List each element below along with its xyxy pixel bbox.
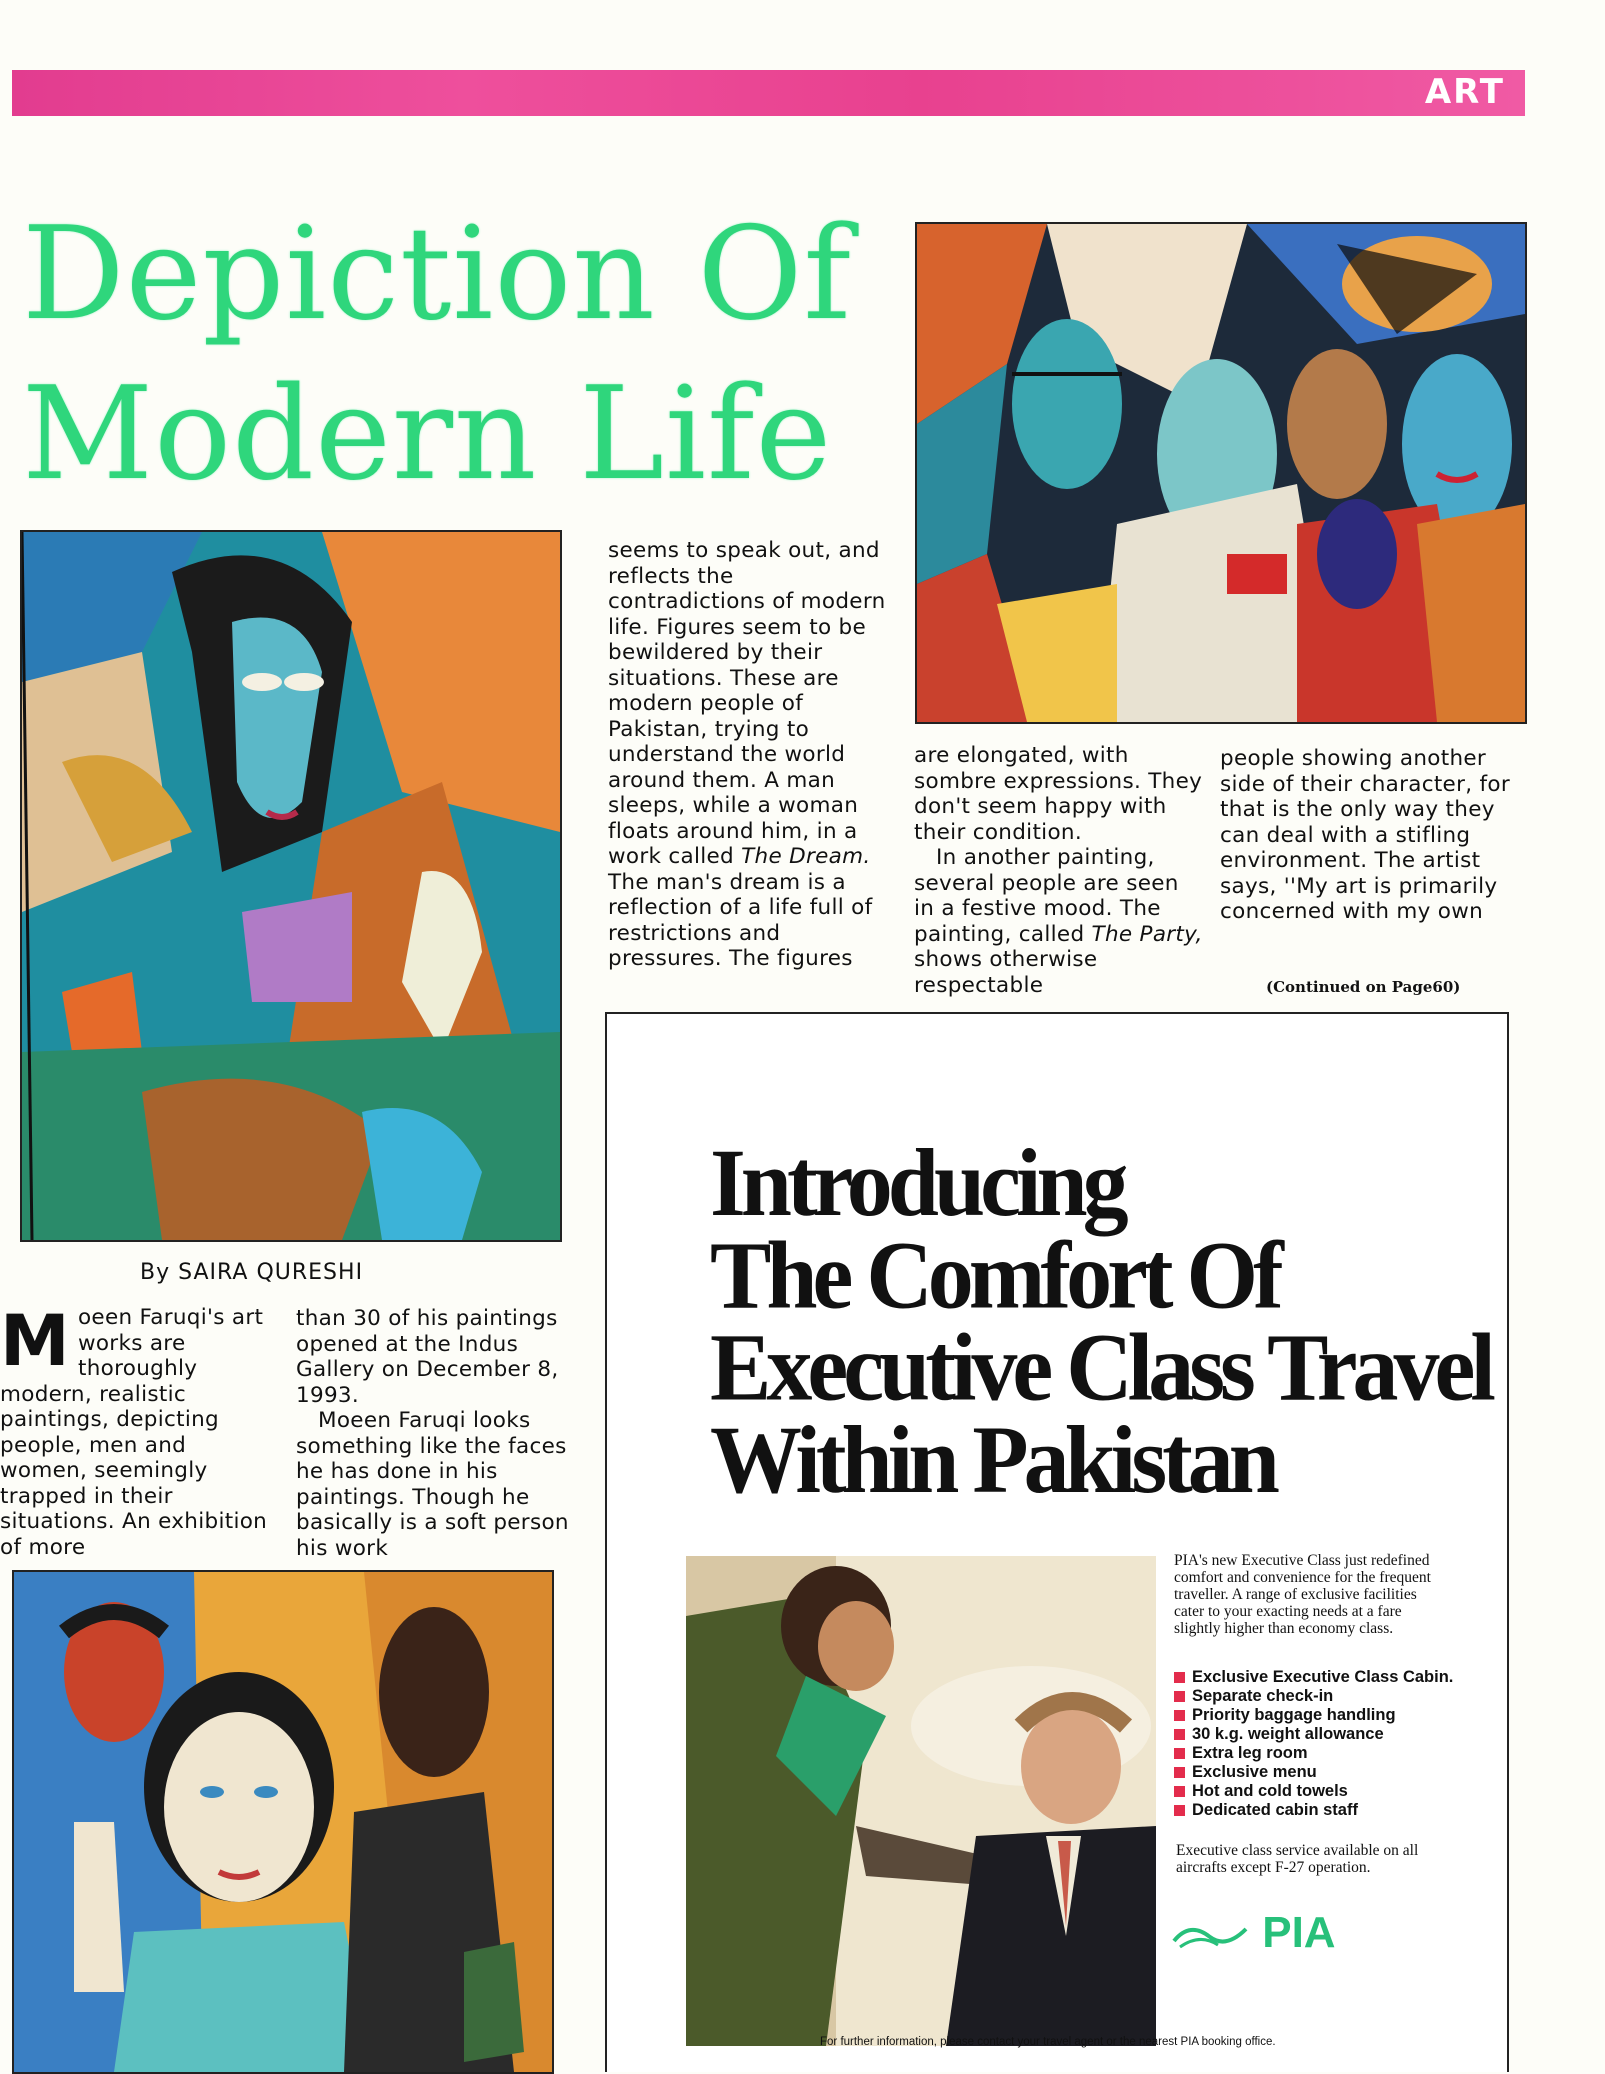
byline: By SAIRA QURESHI <box>140 1260 364 1285</box>
ad-headline <box>710 1128 1491 1514</box>
ad-feature-item: Dedicated cabin staff <box>1174 1801 1464 1820</box>
headline-line-2: Modern Life <box>22 360 833 509</box>
painting-title-the-dream: The Dream. <box>741 844 871 869</box>
ad-headline-line: Introducing <box>710 1128 1124 1236</box>
ad-feature-item: Extra leg room <box>1174 1744 1464 1763</box>
section-label: ART <box>1424 72 1505 112</box>
ad-feature-item: Exclusive menu <box>1174 1763 1464 1782</box>
ad-feature-item: 30 k.g. weight allowance <box>1174 1725 1464 1744</box>
article-column-5 <box>1220 746 1510 925</box>
article-paragraph: are elongated, with sombre expressions. They don't seem happy with their condition. <box>914 743 1203 845</box>
ad-headline-line: Within Pakistan <box>710 1406 1275 1514</box>
article-paragraph: people showing another side of their character, for that is the only way they can deal with a stifling environment. The artist says, ''My art is primarily concerned with my own <box>1220 746 1510 924</box>
painting-group-portrait <box>12 1570 554 2074</box>
pia-emblem-icon <box>1170 1915 1250 1955</box>
article-text: In another painting, several people are seen in a festive mood. The painting, called <box>914 845 1179 947</box>
article-paragraph <box>0 1300 272 1560</box>
article-column-3 <box>608 538 893 972</box>
headline-line-1: Depiction Of <box>22 200 852 349</box>
article-paragraph <box>914 845 1204 998</box>
article-text: The man's dream is a reflection of a life full of restrictions and pressures. The figures <box>608 869 873 971</box>
article-paragraph <box>608 538 893 972</box>
continued-note: (Continued on Page60) <box>1266 978 1461 996</box>
article-column-1 <box>0 1300 272 1560</box>
ad-headline-line: The Comfort Of <box>710 1221 1279 1329</box>
ad-intro-text: PIA's new Executive Class just redefined comfort and convenience for the frequent traveller. A range of exclusive facilities cater to your exacting needs at a fare slightly higher than economy class. <box>1174 1552 1431 1637</box>
ad-headline-line: Executive Class Travel <box>710 1313 1491 1421</box>
article-text: seems to speak out, and reflects the contradictions of modern life. Figures seem to be bewildered by their situations. These are modern people of Pakistan, trying to understand the world around them. A man sleeps, while a woman floats around him, in a work called <box>608 538 886 869</box>
ad-feature-item: Hot and cold towels <box>1174 1782 1464 1801</box>
painting-title-the-party: The Party, <box>1091 921 1203 947</box>
pia-logo-text: PIA <box>1262 1908 1336 1957</box>
pia-logo <box>1170 1908 1336 1958</box>
ad-photo-cabin-service <box>686 1556 1156 2046</box>
article-text: oeen Faruqi's art works are thoroughly modern, realistic paintings, depicting people, men and women, seemingly trapped in their situations. An exhibition of more <box>0 1305 268 1560</box>
section-header-bar <box>12 70 1525 116</box>
article-column-4 <box>914 743 1204 998</box>
painting-the-party <box>915 222 1527 724</box>
ad-feature-item: Separate check-in <box>1174 1687 1464 1706</box>
article-column-2 <box>296 1306 576 1561</box>
ad-feature-item: Priority baggage handling <box>1174 1706 1464 1725</box>
article-text: shows otherwise respectable <box>914 947 1098 998</box>
ad-footer-contact: For further information, please contact your travel agent or the nearest PIA booking office. <box>820 2036 1276 2048</box>
drop-cap: M <box>0 1300 70 1382</box>
ad-service-note: Executive class service available on all aircrafts except F-27 operation. <box>1176 1842 1419 1876</box>
article-paragraph: Moeen Faruqi looks something like the faces he has done in his paintings. Though he basically is a soft person his work <box>296 1408 569 1561</box>
ad-feature-list <box>1174 1668 1464 1820</box>
article-headline <box>22 195 902 515</box>
article-paragraph: than 30 of his paintings opened at the Indus Gallery on December 8, 1993. <box>296 1306 559 1408</box>
painting-the-dream <box>20 530 562 1242</box>
ad-feature-item: Exclusive Executive Class Cabin. <box>1174 1668 1464 1687</box>
